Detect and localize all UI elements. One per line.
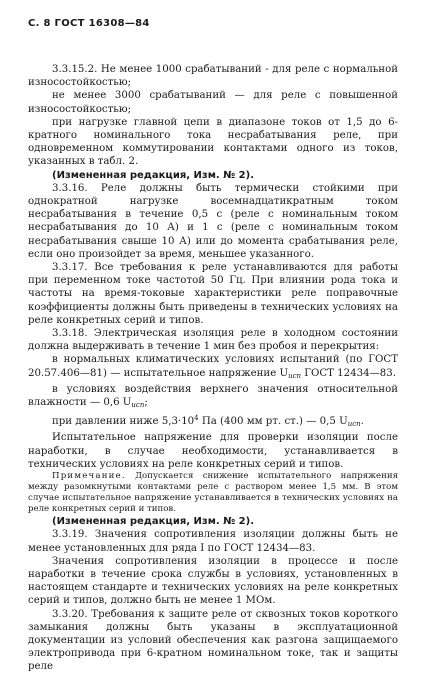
paragraph-load-range: при нагрузке главной цепи в диапазоне токов от 1,5 до 6-кратного номинального тока несрабатывания реле, при одновременном коммутировании контактами одного из токов, указанных в табл. 2. <box>28 116 398 168</box>
paragraph-wear-resistance: не менее 3000 срабатываний — для реле с повышенной износостойкостью; <box>28 90 398 115</box>
paragraph-humidity: в условиях воздействия верхнего значения относительной влажности — 0,6 $U_{исп}$; <box>28 383 398 410</box>
amendment-note-2: (Измененная редакция, Изм. № 2). <box>52 516 255 528</box>
paragraph-3-3-18: 3.3.18. Электрическая изоляция реле в холодном состоянии должна выдерживать в течение 1 мин без пробоя и перекрытия: <box>28 328 398 353</box>
paragraph-3-3-15-2: 3.3.15.2. Не менее 1000 срабатываний - для реле с нормальной износостойкостью; <box>28 64 398 89</box>
paragraph-insulation-resistance: Значения сопротивления изоляции в процессе и после наработки в течение срока службы в условиях, установленных в настоящем стандарте и технических условиях на реле конкретных серий и типов, должно быть не менее 1 МОм. <box>28 555 398 607</box>
paragraph-3-3-16: 3.3.16. Реле должны быть термически стойкими при однократной нагрузке восемнадцатикратным током несрабатывания в течение 0,5 с (реле с номинальным током несрабатывания до 10 А) и 1 с (реле с номинальным током несрабатывания свыше 10 А) или до момента срабатывания реле, если оно произойдет за время, меньшее указанного. <box>28 182 398 260</box>
amendment-note-1: (Измененная редакция, Изм. № 2). <box>52 169 255 181</box>
note-text: Допускается снижение испытательного напряжения между разомкнутыми контактами реле с раствором менее 1,5 мм. В этом случае испытательное напряжение устанавливается в технических условиях на реле конкретных серий и типов. <box>28 471 398 515</box>
note-title: Примечание. <box>52 471 126 482</box>
document-body <box>28 63 398 674</box>
paragraph-pressure: при давлении ниже $5,3\cdot 10^4$ Па (400 мм рт. ст.) — 0,5 $U_{исп}$. <box>52 414 364 429</box>
paragraph-3-3-20: 3.3.20. Требования к защите реле от сквозных токов короткого замыкания должны быть указаны в эксплуатационной документации из условий обеспечения как разгона защищаемого электропривода при 6-кратном номинальном токе, так и защиты реле <box>28 608 398 673</box>
paragraph-normal-conditions: в нормальных климатических условиях испытаний (по ГОСТ 20.57.406—81) — испытательное напряжение $U_{исп}$ ГОСТ 12434—83. <box>28 354 398 380</box>
paragraph-test-voltage: Испытательное напряжение для проверки изоляции после наработки, в случае необходимости, устанавливается в технических условиях на реле конкретных серий и типов. <box>28 432 398 470</box>
running-head: С. 8 ГОСТ 16308—84 <box>28 18 150 29</box>
paragraph-3-3-19: 3.3.19. Значения сопротивления изоляции должны быть не менее установленных для ряда I по ГОСТ 12434—83. <box>28 529 398 554</box>
note <box>28 471 398 515</box>
paragraph-3-3-17: 3.3.17. Все требования к реле устанавливаются для работы при переменном токе частотой 50 Гц. При влиянии рода тока и частоты на время-токовые характеристики реле поправочные коэффициенты должны быть приведены в технических условиях на реле конкретных серий и типов. <box>28 262 398 326</box>
